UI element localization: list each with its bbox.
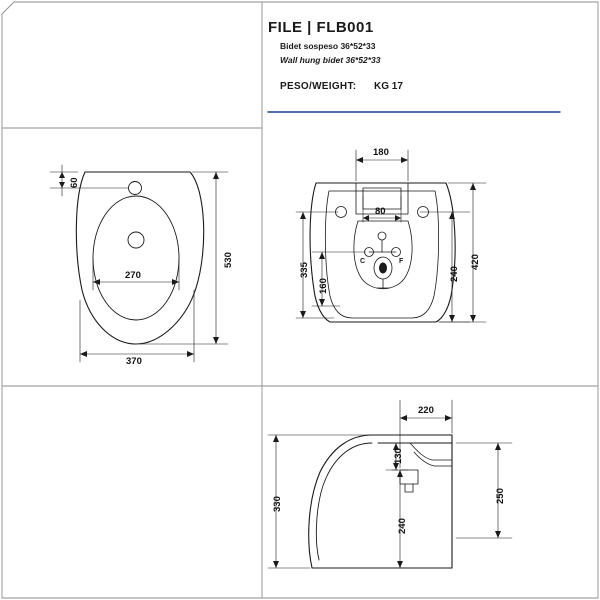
dim-530 (140, 172, 228, 344)
dim-label-530: 530 (223, 252, 234, 268)
dim-420 (440, 183, 486, 322)
dim-label-420: 420 (470, 254, 481, 270)
side-view-outline (309, 435, 452, 568)
dim-label-220: 220 (418, 405, 434, 416)
front-view-valve-ports (365, 232, 401, 257)
subtitle-italian: Bidet sospeso 36*52*33 (280, 41, 376, 51)
dim-370 (80, 290, 194, 362)
front-view-drain (374, 257, 392, 288)
side-view-rim-detail (410, 443, 452, 466)
top-view-inner-basin (93, 196, 179, 320)
weight-value: KG 17 (374, 81, 403, 92)
top-view-drain-hole (128, 232, 144, 248)
top-view-outline (76, 172, 203, 344)
page-title: FILE | FLB001 (268, 19, 374, 36)
dim-60 (50, 165, 128, 196)
dim-label-240-side: 240 (397, 518, 408, 534)
dim-330 (268, 435, 372, 568)
front-view-bowl-basin (354, 221, 412, 289)
side-view-rim (316, 443, 452, 560)
valve-label-cold: C (360, 258, 366, 265)
dim-label-270: 270 (125, 270, 141, 281)
dim-label-370: 370 (126, 356, 142, 367)
top-view-tap-hole (129, 182, 142, 195)
dim-label-335: 335 (299, 262, 310, 278)
side-view-waste-outlet (400, 470, 418, 492)
subtitle-english: Wall hung bidet 36*52*33 (280, 55, 381, 65)
valve-label-hot: F (399, 258, 404, 265)
dim-label-160: 160 (318, 278, 329, 294)
dim-label-60: 60 (69, 177, 80, 188)
dim-label-180: 180 (373, 147, 389, 158)
dim-label-130: 130 (393, 448, 404, 464)
dim-label-330: 330 (272, 496, 283, 512)
dim-label-240-front: 240 (449, 266, 460, 282)
weight-label: PESO/WEIGHT: (280, 81, 357, 92)
dim-label-80: 80 (375, 206, 386, 217)
dim-label-250: 250 (495, 488, 506, 504)
dim-240-front (420, 212, 470, 322)
